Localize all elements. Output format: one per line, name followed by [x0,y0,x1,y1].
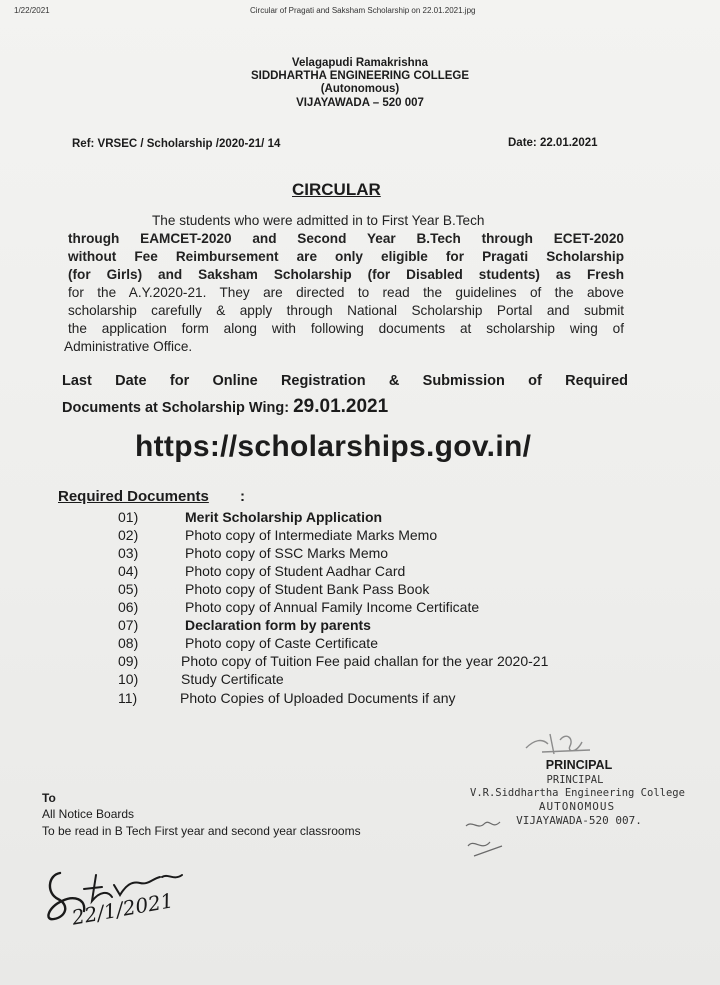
print-file-name: Circular of Pragati and Saksham Scholarship on 22.01.2021.jpg [250,6,476,15]
item-text: Photo copy of Student Bank Pass Book [185,581,430,597]
stamp-scribble [462,816,512,860]
last-date-value: 29.01.2021 [293,396,389,417]
item-number: 09) [118,653,139,669]
item-text: Merit Scholarship Application [185,509,383,525]
principal-signature [520,728,600,762]
print-date: 1/22/2021 [14,6,50,15]
item-text: Photo Copies of Uploaded Documents if any [180,690,456,706]
to-label: To [42,791,56,805]
circular-title: CIRCULAR [292,180,381,199]
item-text: Photo copy of Intermediate Marks Memo [185,527,438,543]
last-date-line-1: Last Date for Online Registration & Submission of Required [62,373,628,389]
item-number: 05) [118,581,139,597]
item-number: 04) [118,563,139,579]
stamp-city: VIJAYAWADA-520 007. [516,814,642,827]
item-text: Photo copy of SSC Marks Memo [185,545,389,561]
last-date-label: Documents at Scholarship Wing: [62,400,294,416]
item-text: Declaration form by parents [185,617,371,633]
item-number: 06) [118,599,139,615]
item-number: 01) [118,509,139,525]
stamp-principal: PRINCIPAL [546,774,604,786]
item-text: Photo copy of Annual Family Income Certificate [185,599,480,615]
body-line-3: without Fee Reimbursement are only eligible for Pragati Scholarship [68,249,624,264]
college-line-3: (Autonomous) [320,83,400,95]
item-text: Photo copy of Tuition Fee paid challan for the year 2020-21 [181,653,549,669]
item-number: 08) [118,635,139,651]
item-text: Study Certificate [181,671,284,687]
body-line-1: The students who were admitted in to First Year B.Tech [152,213,485,228]
scholarship-portal-url[interactable]: https://scholarships.gov.in/ [135,430,532,463]
college-line-2: SIDDHARTHA ENGINEERING COLLEGE [250,70,470,82]
body-line-7: the application form along with following documents at scholarship wing of [68,321,624,336]
stamp-college-name: V.R.Siddhartha Engineering College [470,787,685,799]
body-line-6: scholarship carefully & apply through National Scholarship Portal and submit [68,303,624,318]
body-line-2: through EAMCET-2020 and Second Year B.Tech through ECET-2020 [68,231,624,246]
item-text: Photo copy of Student Aadhar Card [185,563,406,579]
stamp-autonomous: AUTONOMOUS [538,800,616,813]
item-text: Photo copy of Caste Certificate [185,635,378,651]
college-line-1: Velagapudi Ramakrishna [291,57,429,69]
to-line-1: All Notice Boards [42,807,135,821]
item-number: 07) [118,617,139,633]
reference-number: Ref: VRSEC / Scholarship /2020-21/ 14 [72,138,281,150]
handwritten-date: 22/1/2021 [70,888,176,930]
body-line-8: Administrative Office. [64,339,193,354]
to-line-2: To be read in B Tech First year and second year classrooms [42,824,361,838]
item-number: 11) [118,690,138,706]
college-line-4: VIJAYAWADA – 520 007 [296,97,424,109]
body-line-4: (for Girls) and Saksham Scholarship (for Disabled students) as Fresh [68,267,624,282]
principal-label: PRINCIPAL [545,758,613,772]
required-documents-heading: Required Documents [58,488,209,505]
item-number: 10) [118,671,139,687]
heading-colon: : [240,488,245,505]
item-number: 02) [118,527,139,543]
item-number: 03) [118,545,139,561]
body-line-5: for the A.Y.2020-21. They are directed to read the guidelines of the above [68,285,624,300]
circular-date: Date: 22.01.2021 [508,137,598,149]
